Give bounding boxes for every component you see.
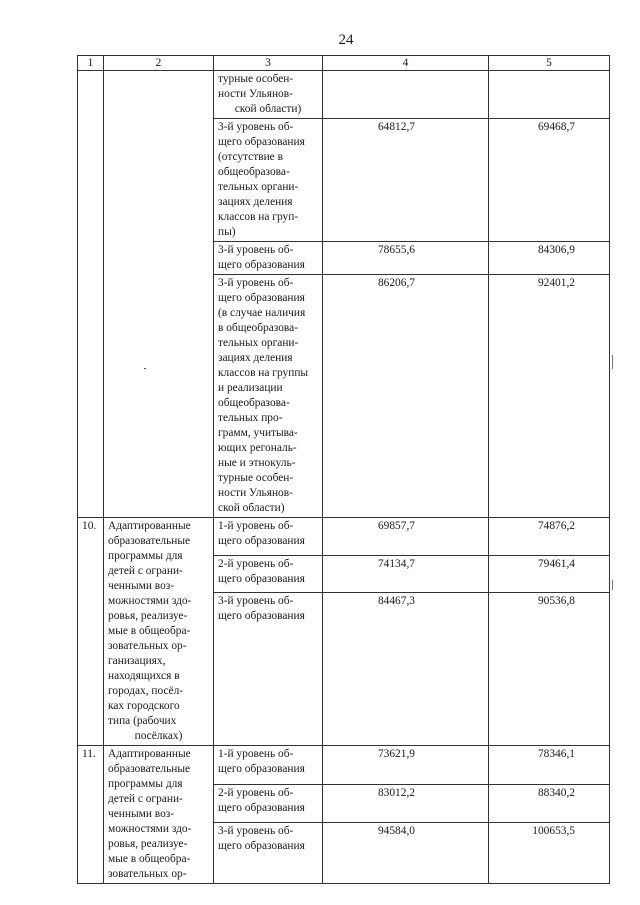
text-line: тельных про-: [218, 412, 283, 424]
text-line: зовательных ор-: [108, 868, 187, 880]
text-line: ках городского: [108, 700, 180, 712]
text-line: 3-й уровень об-: [218, 244, 294, 256]
text-line: ности Ульянов-: [218, 487, 293, 499]
value-col5: 100653,5: [489, 823, 610, 884]
text-line: и реализации: [218, 382, 283, 394]
text-line: городах, посёл-: [108, 685, 184, 697]
header-col-1: 1: [78, 56, 104, 71]
header-col-3: 3: [214, 56, 323, 71]
text-line: зовательных ор-: [108, 640, 187, 652]
text-line: щего образования: [218, 535, 305, 547]
text-line: ровья, реализуе-: [108, 610, 188, 622]
text-line: 2-й уровень об-: [218, 786, 294, 799]
scan-margin-mark: [612, 355, 613, 369]
level-cell: [214, 71, 323, 119]
text-line: щего образования: [218, 292, 305, 304]
value-cell: [323, 71, 489, 119]
text-line: образовательные: [108, 535, 191, 547]
value-col4: 83012,2: [323, 784, 489, 823]
text-line: ской области): [218, 502, 285, 514]
text-line: программы для: [108, 778, 183, 790]
text-line: детей с ограни-: [108, 793, 183, 805]
scan-speck: [144, 368, 146, 369]
text-line: детей с ограни-: [108, 565, 183, 577]
text-line: зациях деления: [218, 352, 293, 364]
level-cell: [214, 275, 323, 518]
text-line: грамм, учитыва-: [218, 427, 298, 439]
level-cell: [214, 518, 323, 556]
table-row: [78, 746, 610, 785]
program-name-cell: [104, 518, 214, 746]
value-col5: 92401,2: [489, 275, 610, 518]
value-col4: 94584,0: [323, 823, 489, 884]
table-row: [78, 71, 610, 119]
value-col4: 78655,6: [323, 242, 489, 275]
text-line: щего образования: [218, 572, 305, 585]
value-col4: 64812,7: [323, 119, 489, 242]
tariff-table: [77, 55, 610, 884]
value-col5: 79461,4: [489, 555, 610, 593]
text-line: ные и этнокуль-: [218, 457, 296, 469]
text-line: 3-й уровень об-: [218, 277, 294, 289]
scan-margin-mark: [612, 580, 613, 590]
text-line: 1-й уровень об-: [218, 520, 294, 532]
text-line: щего образования: [218, 610, 305, 622]
program-name-cell: [104, 746, 214, 884]
table-row: [78, 518, 610, 556]
text-line: зациях деления: [218, 196, 293, 208]
text-line: щего образования: [218, 763, 305, 775]
row-number: 11.: [78, 746, 104, 884]
level-cell: [214, 119, 323, 242]
value-col4: 86206,7: [323, 275, 489, 518]
row-number: 10.: [78, 518, 104, 746]
level-cell: [214, 242, 323, 275]
text-line: образовательные: [108, 763, 191, 775]
text-line: можностями здо-: [108, 823, 192, 835]
text-line: тельных органи-: [218, 337, 299, 349]
value-col5: 78346,1: [489, 746, 610, 785]
text-line: классов на группы: [218, 367, 309, 379]
text-line: пы): [218, 226, 236, 238]
text-line: ченными воз-: [108, 580, 175, 592]
text-line: находящихся в: [108, 670, 180, 682]
text-line: щего образования: [218, 259, 305, 271]
text-line: ровья, реализуе-: [108, 838, 188, 850]
text-line: мые в общеобра-: [108, 625, 191, 637]
level-cell: [214, 823, 323, 884]
page-number: 24: [338, 32, 354, 48]
text-line: Адаптированные: [108, 520, 191, 532]
value-cell: [489, 71, 610, 119]
text-line: 3-й уровень об-: [218, 595, 294, 607]
value-col4: 73621,9: [323, 746, 489, 785]
text-line: щего образования: [218, 840, 305, 852]
value-col4: 74134,7: [323, 555, 489, 593]
header-row: [78, 56, 610, 71]
level-cell: [214, 555, 323, 593]
text-line: в общеобразова-: [218, 322, 298, 334]
header-col-2: 2: [104, 56, 214, 71]
text-line: 3-й уровень об-: [218, 825, 294, 837]
value-col4: 69857,7: [323, 518, 489, 556]
text-line: посёлках): [134, 730, 183, 742]
text-line: щего образования: [218, 136, 305, 148]
header-col-4: 4: [323, 56, 489, 71]
value-col5: 90536,8: [489, 593, 610, 746]
text-line: ганизациях,: [108, 655, 166, 667]
text-line: ющих регональ-: [218, 442, 297, 454]
value-col5: 74876,2: [489, 518, 610, 556]
text-line: ности Ульянов-: [218, 88, 293, 100]
text-line: 3-й уровень об-: [218, 121, 294, 133]
level-cell: [214, 593, 323, 746]
text-line: тельных органи-: [218, 181, 299, 193]
text-line: типа (рабочих: [108, 715, 177, 727]
text-line: общеобразова-: [218, 166, 290, 178]
header-col-5: 5: [489, 56, 610, 71]
text-line: щего образования: [218, 801, 305, 814]
text-line: классов на груп-: [218, 211, 299, 223]
value-col5: 69468,7: [489, 119, 610, 242]
text-line: можностями здо-: [108, 595, 192, 607]
text-line: Адаптированные: [108, 748, 191, 760]
text-line: турные особен-: [218, 472, 294, 484]
text-line: мые в общеобра-: [108, 853, 191, 865]
value-col4: 84467,3: [323, 593, 489, 746]
level-cell: [214, 784, 323, 823]
continued-num-cell: [78, 71, 104, 518]
text-line: турные особен-: [218, 73, 294, 85]
text-line: (отсутствие в: [218, 151, 283, 163]
value-col5: 84306,9: [489, 242, 610, 275]
text-line: общеобразова-: [218, 397, 290, 409]
level-cell: [214, 746, 323, 785]
text-line: ской области): [234, 103, 302, 115]
text-line: ченными воз-: [108, 808, 175, 820]
text-line: 1-й уровень об-: [218, 748, 294, 760]
text-line: (в случае наличия: [218, 307, 306, 319]
text-line: 2-й уровень об-: [218, 557, 294, 570]
value-col5: 88340,2: [489, 784, 610, 823]
continued-name-cell: [104, 71, 214, 518]
text-line: программы для: [108, 550, 183, 562]
